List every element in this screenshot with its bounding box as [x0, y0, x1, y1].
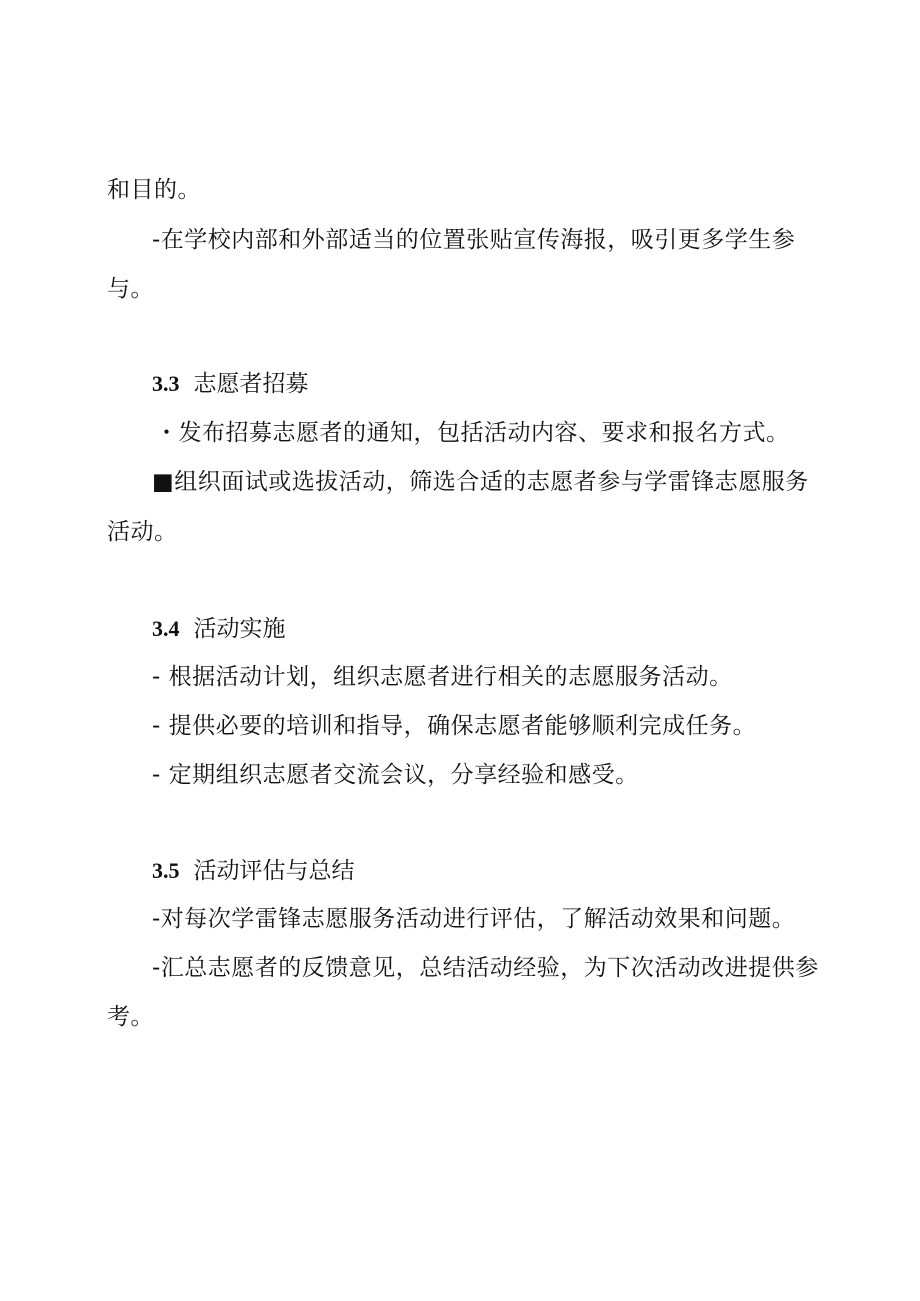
section-title: 活动评估与总结 [193, 858, 355, 884]
list-item-continuation: 考。 [107, 1004, 154, 1030]
list-item: - 提供必要的培训和指导，确保志愿者能够顺利完成任务。 [152, 713, 757, 739]
section-heading-3-4 [152, 618, 286, 641]
list-item: - 根据活动计划，组织志愿者进行相关的志愿服务活动。 [152, 664, 733, 690]
section-title: 志愿者招募 [193, 371, 309, 397]
list-item: - 定期组织志愿者交流会议，分享经验和感受。 [152, 762, 639, 788]
section-number: 3.3 [152, 371, 180, 396]
bullet-item: ・发布招募志愿者的通知，包括活动内容、要求和报名方式。 [155, 420, 790, 446]
paragraph-line: -在学校内部和外部适当的位置张贴宣传海报，吸引更多学生参 [152, 227, 796, 253]
section-heading-3-5 [152, 860, 355, 883]
paragraph-line: 与。 [107, 276, 154, 302]
bullet-item: ■组织面试或选拔活动，筛选合适的志愿者参与学雷锋志愿服务 [152, 469, 809, 495]
section-number: 3.4 [152, 616, 180, 641]
paragraph-line: 和目的。 [107, 177, 201, 203]
bullet-item-continuation: 活动。 [107, 519, 178, 545]
section-number: 3.5 [152, 858, 180, 883]
section-title: 活动实施 [193, 616, 286, 642]
list-item: -对每次学雷锋志愿服务活动进行评估，了解活动效果和问题。 [152, 906, 796, 932]
list-item: -汇总志愿者的反馈意见，总结活动经验，为下次活动改进提供参 [152, 955, 819, 981]
section-heading-3-3 [152, 373, 309, 396]
